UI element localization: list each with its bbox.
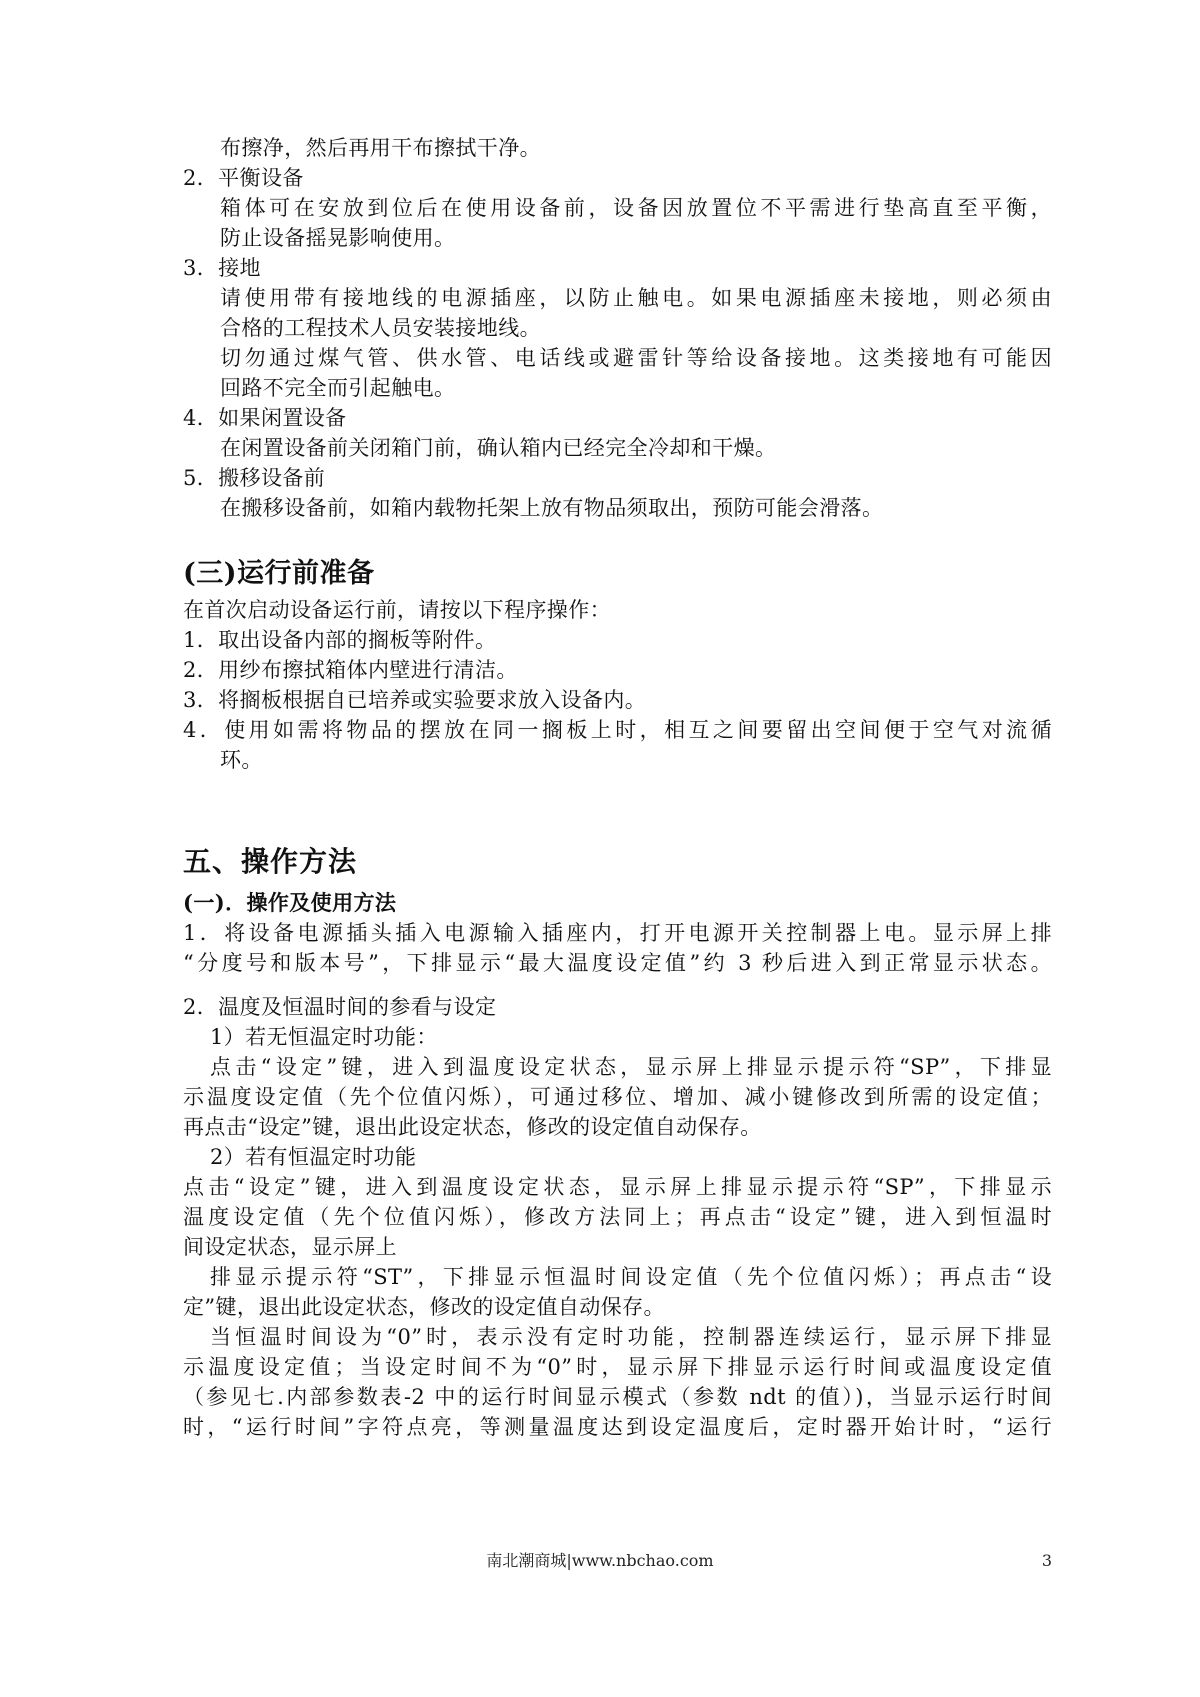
paragraph-line: “分度号和版本号”，下排显示“最大温度设定值”约 3 秒后进入到正常显示状态。 [183,951,1052,975]
precaution-title-balance: 2．平衡设备 [183,166,304,190]
section3-step: 3．将搁板根据自已培养或实验要求放入设备内。 [183,688,647,712]
precaution-title-grounding: 3．接地 [183,256,261,280]
page-number: 3 [1041,1551,1052,1570]
precaution-text: 在搬移设备前，如箱内载物托架上放有物品须取出，预防可能会滑落。 [220,496,884,520]
section5-heading: 五、操作方法 [183,845,358,878]
precaution-text: 切勿通过煤气管、供水管、电话线或避雷针等给设备接地。这类接地有可能因 [220,346,1052,370]
paragraph-line: 1．将设备电源插头插入电源输入插座内，打开电源开关控制器上电。显示屏上排 [183,921,1052,945]
paragraph-line: 间设定状态，显示屏上 [183,1235,397,1259]
precaution-text: 请使用带有接地线的电源插座，以防止触电。如果电源插座未接地，则必须由 [220,286,1052,310]
paragraph-line: 排显示提示符“ST”，下排显示恒温时间设定值（先个位值闪烁）；再点击“设 [210,1265,1052,1289]
precaution-text: 防止设备摇晃影响使用。 [220,226,456,250]
section5-subheading: (一)．操作及使用方法 [183,890,397,915]
precaution-title-idle: 4．如果闲置设备 [183,406,347,430]
paragraph-line: 定”键，退出此设定状态，修改的设定值自动保存。 [183,1295,665,1319]
section3-step: 2．用纱布擦拭箱体内壁进行清洁。 [183,658,518,682]
intro-line: 布擦净，然后再用干布擦拭干净。 [220,136,541,160]
section3-heading: (三)运行前准备 [183,558,375,589]
section3-step-continuation: 环。 [220,748,263,772]
precaution-title-moving: 5．搬移设备前 [183,466,326,490]
precaution-text: 回路不完全而引起触电。 [220,376,456,400]
section3-step: 4．使用如需将物品的摆放在同一搁板上时，相互之间要留出空间便于空气对流循 [183,718,1052,742]
section3-step: 1．取出设备内部的搁板等附件。 [183,628,497,652]
footer-site: 南北潮商城|www.nbchao.com [486,1551,714,1570]
paragraph-line: （参见七.内部参数表-2 中的运行时间显示模式（参数 ndt 的值）)，当显示运行时间 [183,1385,1052,1409]
paragraph-line: 时，“运行时间”字符点亮，等测量温度达到设定温度后，定时器开始计时，“运行 [183,1415,1052,1439]
paragraph-line: 当恒温时间设为“0”时，表示没有定时功能，控制器连续运行，显示屏下排显 [210,1325,1052,1349]
precaution-text: 箱体可在安放到位后在使用设备前，设备因放置位不平需进行垫高直至平衡， [220,196,1052,220]
section3-intro: 在首次启动设备运行前，请按以下程序操作： [183,598,611,622]
paragraph-line: 点击“设定”键，进入到温度设定状态，显示屏上排显示提示符“SP”，下排显示 [183,1175,1052,1199]
precaution-text: 合格的工程技术人员安装接地线。 [220,316,541,340]
case-title: 1）若无恒温定时功能： [210,1025,438,1049]
paragraph-line: 示温度设定值（先个位值闪烁），可通过移位、增加、减小键修改到所需的设定值； [183,1085,1052,1109]
precaution-text: 在闲置设备前关闭箱门前，确认箱内已经完全冷却和干燥。 [220,436,777,460]
subsection-title: 2．温度及恒温时间的参看与设定 [183,995,497,1019]
paragraph-line: 再点击“设定”键，退出此设定状态，修改的设定值自动保存。 [183,1115,762,1139]
case-title: 2）若有恒温定时功能 [210,1145,417,1169]
paragraph-line: 温度设定值（先个位值闪烁），修改方法同上；再点击“设定”键，进入到恒温时 [183,1205,1052,1229]
paragraph-line: 示温度设定值；当设定时间不为“0”时，显示屏下排显示运行时间或温度设定值 [183,1355,1052,1379]
paragraph-line: 点击“设定”键，进入到温度设定状态，显示屏上排显示提示符“SP”，下排显 [210,1055,1052,1079]
